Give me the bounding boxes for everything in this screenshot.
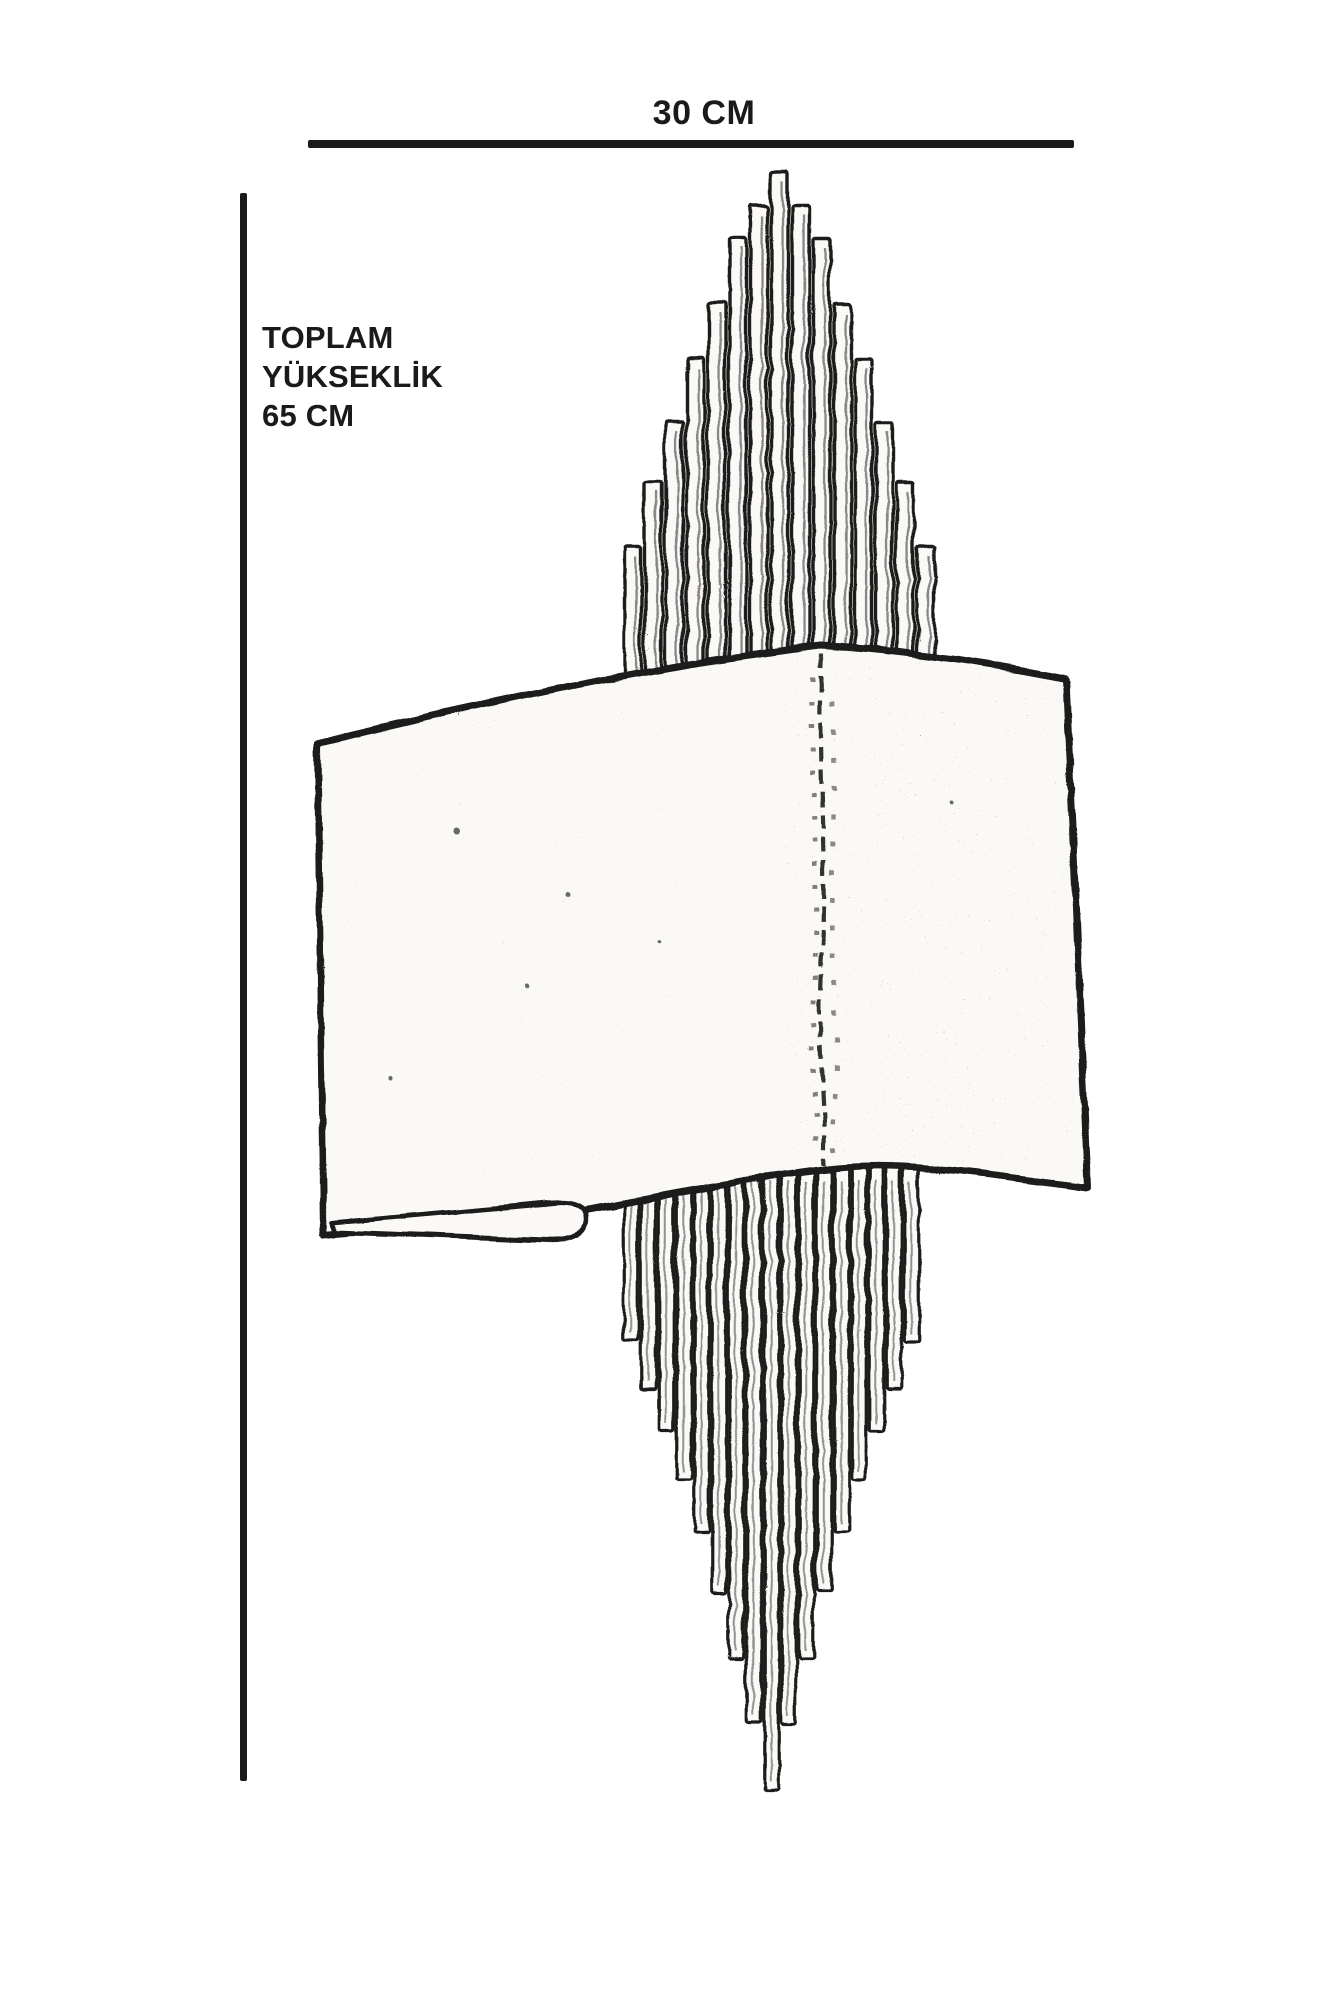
- ink-fleck: [658, 938, 662, 942]
- cascade-bar: [686, 357, 703, 692]
- ink-fleck: [565, 891, 570, 896]
- cascade-bar: [812, 236, 829, 692]
- bottom-bar-cascade: [623, 1122, 918, 1788]
- height-label-line-3: 65 CM: [262, 398, 355, 433]
- sketch-group: [300, 170, 1100, 1788]
- cascade-bar: [791, 204, 808, 692]
- cascade-bar: [749, 204, 766, 692]
- cascade-bar: [854, 357, 871, 692]
- ink-fleck: [526, 983, 530, 987]
- cascade-bar: [728, 236, 745, 692]
- top-bar-cascade: [623, 170, 934, 692]
- cascade-bar: [644, 480, 661, 692]
- shade-texture-right: [790, 640, 1100, 1220]
- ink-fleck: [948, 798, 952, 802]
- ink-fleck: [386, 1076, 390, 1080]
- cascade-bar: [770, 170, 787, 692]
- cascade-bar: [833, 302, 850, 692]
- cascade-bar: [707, 302, 724, 692]
- height-label-line-2: YÜKSEKLİK: [262, 359, 443, 394]
- cascade-bar: [665, 420, 682, 692]
- height-label-line-1: TOPLAM: [262, 320, 394, 355]
- width-dimension-label: 30 CM: [652, 94, 756, 132]
- ink-fleck: [452, 827, 458, 833]
